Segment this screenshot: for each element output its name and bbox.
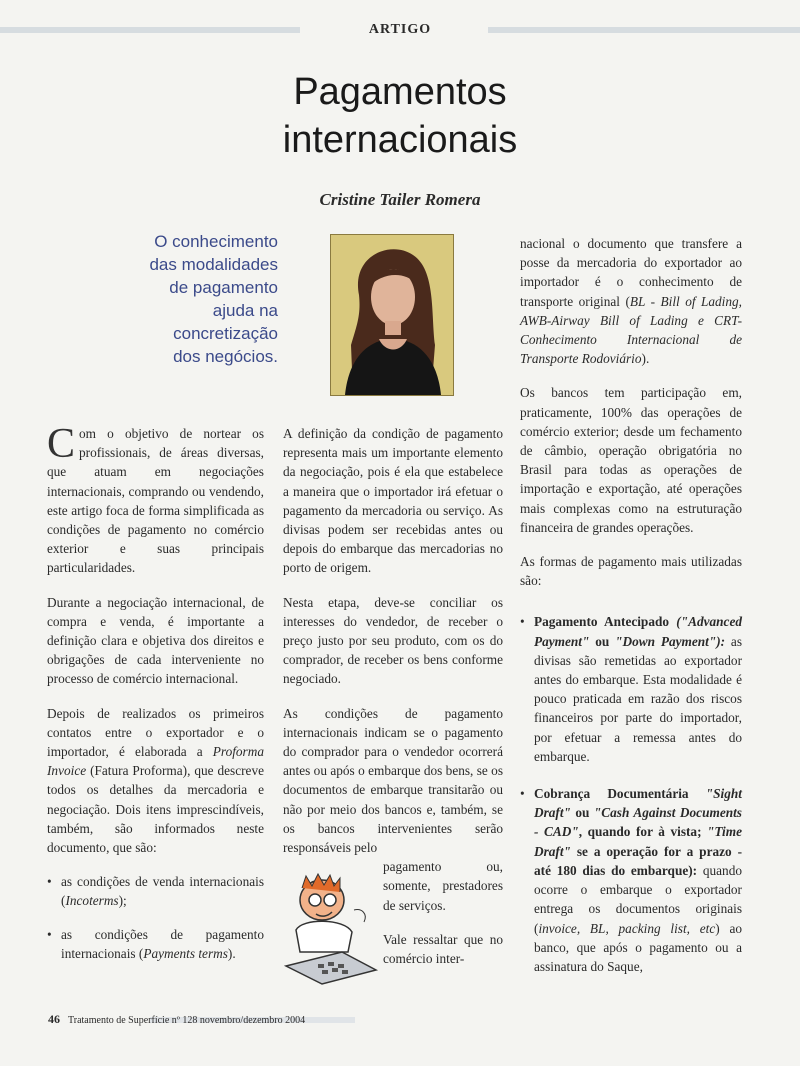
bullet-icon: • bbox=[520, 786, 525, 802]
bullet-list bbox=[520, 612, 742, 976]
emphasis-text: Payments terms bbox=[143, 945, 228, 961]
list-item-heading: ou bbox=[589, 633, 616, 649]
emphasis-text: "Sight Draft" bbox=[534, 786, 742, 821]
paragraph bbox=[47, 704, 264, 858]
lead-quote bbox=[120, 230, 278, 368]
paragraph-text: (Fatura Proforma), que descreve todos os detalhes da mercadoria e negociação. Dois itens imprescindíveis, também, são informados neste documento, que são: bbox=[47, 763, 264, 856]
emphasis-text: "Time Draft" bbox=[534, 824, 742, 859]
paragraph: pagamento ou, somente, prestadores de serviços. bbox=[383, 859, 503, 913]
lead-line: de pagamento bbox=[169, 278, 278, 297]
paragraph bbox=[520, 234, 742, 368]
list-item bbox=[47, 925, 264, 963]
emphasis-text: "Down Payment"): bbox=[615, 633, 726, 649]
lead-line: concretização bbox=[173, 324, 278, 343]
paragraph-text: om o objetivo de nortear os profissionais, de áreas diversas, que atuam em negociações internacionais, comprando ou vendendo, este artigo foca de forma simplificada as condições de pagamento no comércio exterior e suas principais particularidades. bbox=[47, 426, 264, 576]
column-3 bbox=[520, 234, 742, 990]
cartoon-illustration bbox=[282, 870, 380, 988]
paragraph bbox=[47, 421, 264, 578]
emphasis-text: ("Advanced Payment" bbox=[534, 614, 742, 649]
list-item bbox=[520, 612, 742, 766]
paragraph-text: ). bbox=[641, 351, 650, 367]
paragraph: As formas de pagamento mais utilizadas são: bbox=[520, 554, 742, 589]
list-item-text: as condições de pagamento internacionais ( bbox=[61, 926, 264, 961]
lead-line: dos negócios. bbox=[173, 347, 278, 366]
list-item-heading: se a operação for a prazo - até 180 dias do embarque): bbox=[534, 843, 742, 878]
emphasis-text: Proforma Invoice bbox=[47, 744, 264, 779]
article-title bbox=[0, 68, 800, 164]
emphasis-text: BL - Bill of Lading, AWB-Airway Bill of Lading e CRT-Conhecimento Internacional de Transporte Rodoviário bbox=[520, 293, 742, 367]
emphasis-text: Incoterms bbox=[65, 893, 119, 909]
author-portrait-image bbox=[331, 235, 453, 395]
list-item-heading: Cobrança Documentária bbox=[534, 786, 706, 802]
drop-cap: C bbox=[47, 421, 76, 467]
paragraph-text: Depois de realizados os primeiros contatos entre o exportador e o importador, é elaborada a bbox=[47, 705, 264, 760]
bullet-list bbox=[47, 872, 264, 963]
page-footer bbox=[48, 1012, 358, 1027]
column-1 bbox=[47, 421, 264, 977]
list-item bbox=[520, 784, 742, 976]
paragraph: As condições de pagamento internacionais indicam se o pagamento do comprador para o vendedor ocorrerá antes ou após o embarque dos bens, se os documentos de embarque transitarão ou não por meio dos bancos e, também, se os bancos intervenientes serão responsáveis pelo bbox=[283, 705, 503, 856]
title-line-2: internacionais bbox=[282, 119, 518, 161]
emphasis-text: "Cash Against Documents - CAD" bbox=[534, 805, 742, 840]
paragraph: Os bancos tem participação em, praticamente, 100% das operações de comércio exterior; desde um fechamento de câmbio, operação obrigatória no Brasil para todas as operações de importação e exportação, até operações mais complexas como na estruturação financeira de grandes operações. bbox=[520, 385, 742, 535]
bullet-icon: • bbox=[520, 614, 525, 630]
footer-text: Tratamento de Superfície nº 128 novembro/dezembro 2004 bbox=[68, 1015, 306, 1026]
list-item-heading: Pagamento Antecipado bbox=[534, 614, 677, 630]
list-item-text: ); bbox=[118, 893, 127, 909]
bullet-icon: • bbox=[47, 874, 52, 890]
paragraph-text: nacional o documento que transfere a posse da mercadoria do exportador ao importador é o conhecimento de transporte original ( bbox=[520, 236, 742, 309]
lead-line: ajuda na bbox=[212, 301, 278, 320]
list-item-text: as divisas são remetidas ao exportador antes do embarque. Esta modalidade é pouco praticada em razão dos riscos financeiros por parte do importador, por efetuar a remessa antes do embarque. bbox=[534, 633, 743, 764]
lead-line: O conhecimento bbox=[154, 232, 278, 251]
author-name: Cristine Tailer Romera bbox=[319, 190, 481, 209]
paragraph: Durante a negociação internacional, de compra e venda, é importante a definição clara e objetiva dos direitos e obrigações de cada interveniente no processo de comércio internacional. bbox=[47, 594, 264, 687]
bullet-icon: • bbox=[47, 926, 52, 942]
list-item-text: quando ocorre o embarque o exportador entrega os documentos originais ( bbox=[534, 862, 742, 936]
paragraph: Nesta etapa, deve-se conciliar os interesses do vendedor, de receber o preço justo por seu produto, com os do comprador, de receber os bens conforme negociado. bbox=[283, 594, 503, 687]
list-item-text: ). bbox=[227, 945, 236, 961]
author-photo bbox=[330, 234, 454, 396]
paragraph: A definição da condição de pagamento representa mais um importante elemento da negociação, pois é ela que estabelece a maneira que o importador irá efetuar o pagamento da mercadoria ou serviço. As divisas podem ser recebidas antes ou depois do embarque das mercadorias no porto de origem. bbox=[283, 426, 503, 576]
title-line-1: Pagamentos bbox=[293, 71, 507, 113]
list-item-text: ) ao banco, que após o pagamento ou a assinatura do Saque, bbox=[534, 920, 742, 974]
list-item bbox=[47, 872, 264, 910]
emphasis-text: invoice, BL, packing list, etc bbox=[538, 920, 716, 936]
page-number: 46 bbox=[48, 1012, 60, 1026]
section-label: ARTIGO bbox=[368, 22, 432, 37]
paragraph: Vale ressaltar que no comércio inter- bbox=[383, 931, 503, 967]
list-item-heading: , quando for à vista; bbox=[578, 824, 708, 840]
list-item-text: as condições de venda internacionais ( bbox=[61, 874, 264, 909]
calculator-cartoon-image bbox=[282, 870, 380, 988]
lead-line: das modalidades bbox=[149, 255, 278, 274]
list-item-heading: ou bbox=[570, 805, 594, 821]
